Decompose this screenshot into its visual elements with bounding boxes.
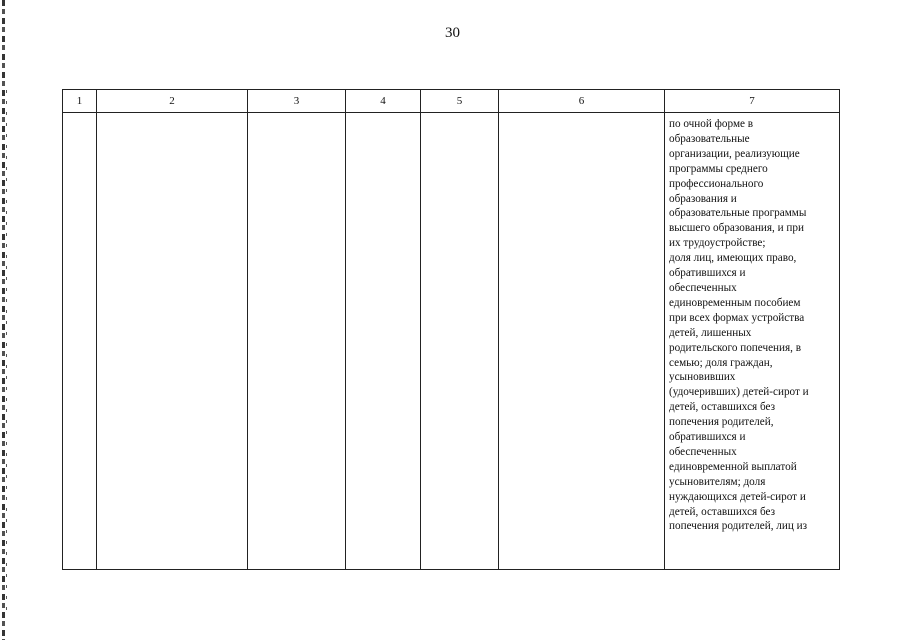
column-header-3: 3 [248, 90, 346, 113]
table-cell-col2 [97, 113, 248, 570]
table-cell-col3 [248, 113, 346, 570]
cell-text [97, 113, 247, 117]
cell-text [63, 113, 96, 117]
table-cell-col6 [499, 113, 665, 570]
table-header-row [63, 90, 840, 113]
document-table [62, 89, 840, 570]
table-cell-col1 [63, 113, 97, 570]
table-cell-col7 [665, 113, 840, 570]
column-header-7: 7 [665, 90, 840, 113]
indicator-description-text: по очной форме в образовательные организации, реализующие программы среднего профессионального образования и образовательные программы высшего образования, и при их трудоустройстве; доля лиц, имеющих право, обратившихся и обеспеченных единовременным пособием при всех формах устройства детей, лишенных родительского попечения, в семью; доля граждан, усыновивших (удочеривших) детей-сирот и детей, оставшихся без попечения родителей, обратившихся и обеспеченных единовременной выплатой усыновителям; доля нуждающихся детей-сирот и детей, оставшихся без попечения родителей, лиц из [669, 118, 809, 533]
cell-text [248, 113, 345, 117]
cell-text [346, 113, 420, 117]
column-header-2: 2 [97, 90, 248, 113]
table-cell-col5 [421, 113, 499, 570]
binding-edge-mark [2, 0, 5, 640]
column-header-4: 4 [346, 90, 421, 113]
table-cell-col4 [346, 113, 421, 570]
cell-text [421, 113, 498, 117]
binding-edge-dots [6, 90, 7, 610]
table-row [63, 113, 840, 570]
column-header-1: 1 [63, 90, 97, 113]
column-header-6: 6 [499, 90, 665, 113]
column-header-5: 5 [421, 90, 499, 113]
page-number: 30 [445, 25, 460, 41]
cell-text [499, 113, 664, 117]
